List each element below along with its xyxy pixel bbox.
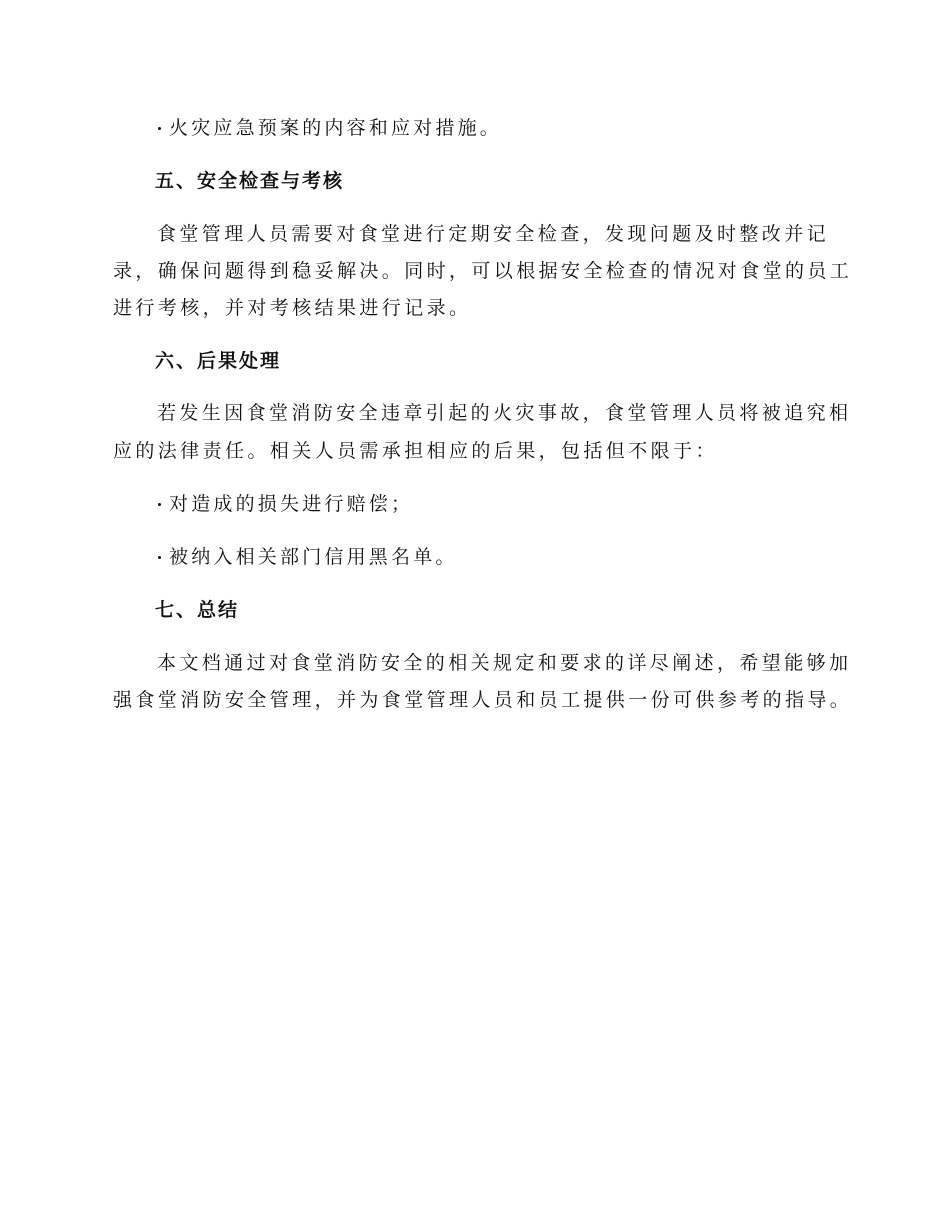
bullet-text: 被纳入相关部门信用黑名单。: [169, 546, 458, 568]
bullet-dot: [158, 127, 161, 130]
section-heading: 六、后果处理: [155, 350, 282, 372]
bullet-item: [155, 116, 502, 140]
paragraph-line: 应的法律责任。相关人员需承担相应的后果，包括但不限于：: [113, 440, 718, 462]
paragraph-line: 食堂管理人员需要对食堂进行定期安全检查，发现问题及时整改并记: [157, 223, 830, 245]
bullet-dot: [158, 556, 161, 559]
paragraph-line: 进行考核，并对考核结果进行记录。: [113, 297, 472, 319]
bullet-item: [155, 492, 413, 516]
bullet-dot: [158, 503, 161, 506]
bullet-text: 对造成的损失进行赔偿；: [169, 493, 414, 515]
bullet-text: 火灾应急预案的内容和应对措施。: [169, 117, 503, 139]
paragraph-line: 若发生因食堂消防安全违章引起的火灾事故，食堂管理人员将被追究相: [157, 402, 852, 424]
paragraph-line: 本文档通过对食堂消防安全的相关规定和要求的详尽阐述，希望能够加: [157, 652, 852, 674]
section-heading: 五、安全检查与考核: [155, 170, 345, 192]
paragraph-line: 录，确保问题得到稳妥解决。同时，可以根据安全检查的情况对食堂的员工: [113, 260, 853, 282]
paragraph-line: 强食堂消防安全管理，并为食堂管理人员和员工提供一份可供参考的指导。: [113, 689, 853, 711]
bullet-item: [155, 545, 458, 569]
section-heading: 七、总结: [155, 599, 240, 621]
